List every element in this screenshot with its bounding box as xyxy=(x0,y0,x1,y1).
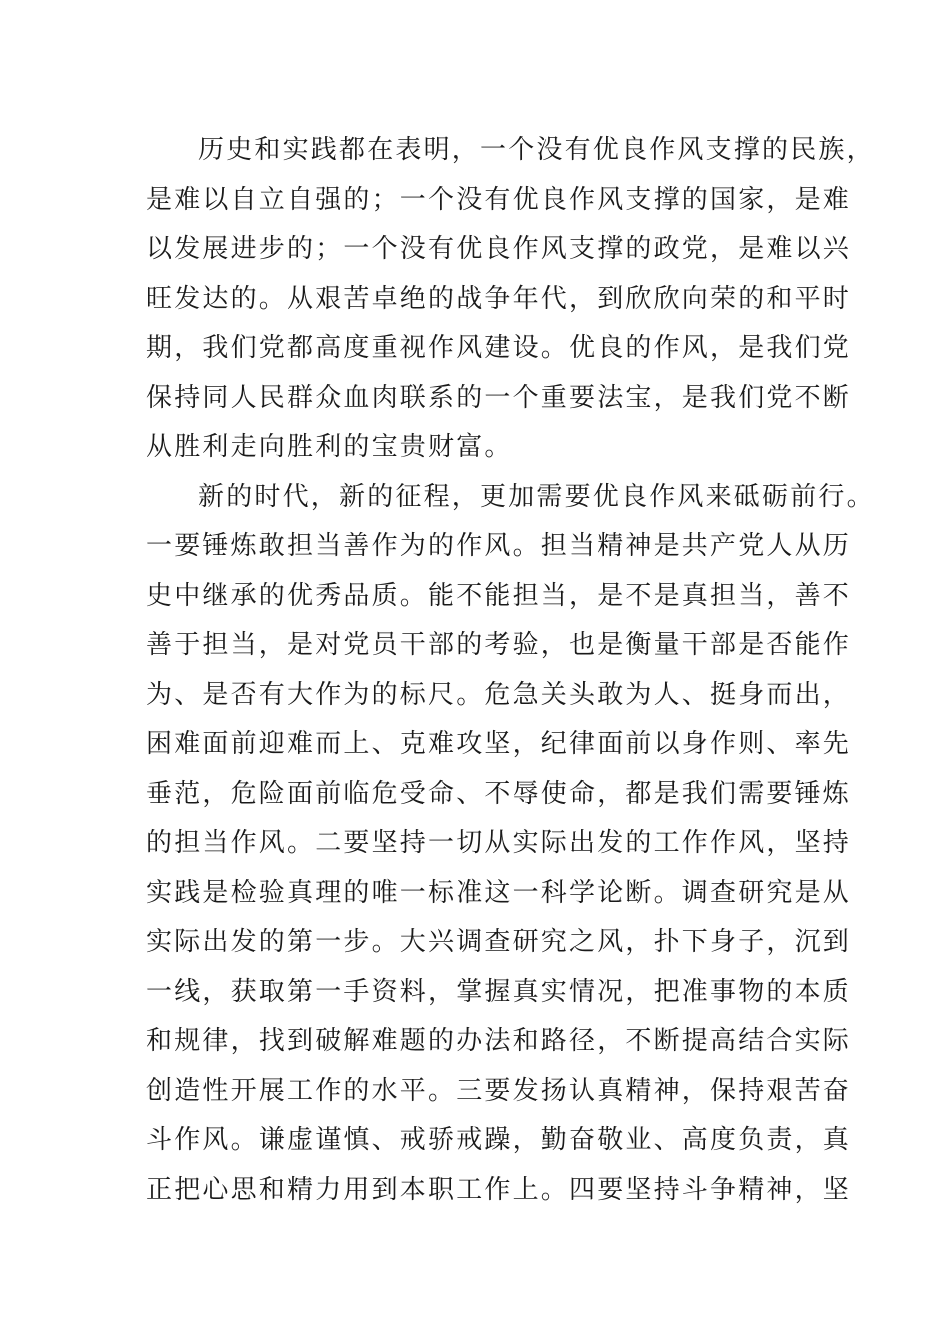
paragraph-1-line-2: 是难以自立自强的；一个没有优良作风支撑的国家，是难 xyxy=(146,185,852,215)
paragraph-2-line-7: 垂范，危险面前临危受命、不辱使命，都是我们需要锤炼 xyxy=(146,779,852,809)
paragraph-2-line-6: 困难面前迎难而上、克难攻坚，纪律面前以身作则、率先 xyxy=(146,729,852,759)
paragraph-2-line-15: 正把心思和精力用到本职工作上。四要坚持斗争精神，坚 xyxy=(146,1175,852,1205)
paragraph-1-line-6: 保持同人民群众血肉联系的一个重要法宝，是我们党不断 xyxy=(146,383,852,413)
paragraph-1-line-3: 以发展进步的；一个没有优良作风支撑的政党，是难以兴 xyxy=(146,234,852,264)
paragraph-2-line-14: 斗作风。谦虚谨慎、戒骄戒躁，勤奋敬业、高度负责，真 xyxy=(146,1125,852,1155)
paragraph-2-line-1: 新的时代，新的征程，更加需要优良作风来砥砺前行。 xyxy=(198,482,875,512)
paragraph-2-line-4: 善于担当，是对党员干部的考验，也是衡量干部是否能作 xyxy=(146,630,852,660)
paragraph-2-line-10: 实际出发的第一步。大兴调查研究之风，扑下身子，沉到 xyxy=(146,927,852,957)
paragraph-2-line-13: 创造性开展工作的水平。三要发扬认真精神，保持艰苦奋 xyxy=(146,1076,852,1106)
paragraph-1-line-4: 旺发达的。从艰苦卓绝的战争年代，到欣欣向荣的和平时 xyxy=(146,284,852,314)
paragraph-2-line-2: 一要锤炼敢担当善作为的作风。担当精神是共产党人从历 xyxy=(146,531,852,561)
paragraph-2-line-11: 一线，获取第一手资料，掌握真实情况，把准事物的本质 xyxy=(146,977,852,1007)
paragraph-1-line-1: 历史和实践都在表明，一个没有优良作风支撑的民族， xyxy=(198,135,875,165)
paragraph-1-line-5: 期，我们党都高度重视作风建设。优良的作风，是我们党 xyxy=(146,333,852,363)
paragraph-2-line-5: 为、是否有大作为的标尺。危急关头敢为人、挺身而出， xyxy=(146,680,852,710)
paragraph-2-line-12: 和规律，找到破解难题的办法和路径，不断提高结合实际 xyxy=(146,1026,852,1056)
paragraph-2-line-8: 的担当作风。二要坚持一切从实际出发的工作作风，坚持 xyxy=(146,828,852,858)
paragraph-2-line-3: 史中继承的优秀品质。能不能担当，是不是真担当，善不 xyxy=(146,581,852,611)
paragraph-2-line-9: 实践是检验真理的唯一标准这一科学论断。调查研究是从 xyxy=(146,878,852,908)
paragraph-1-line-7: 从胜利走向胜利的宝贵财富。 xyxy=(146,432,513,462)
